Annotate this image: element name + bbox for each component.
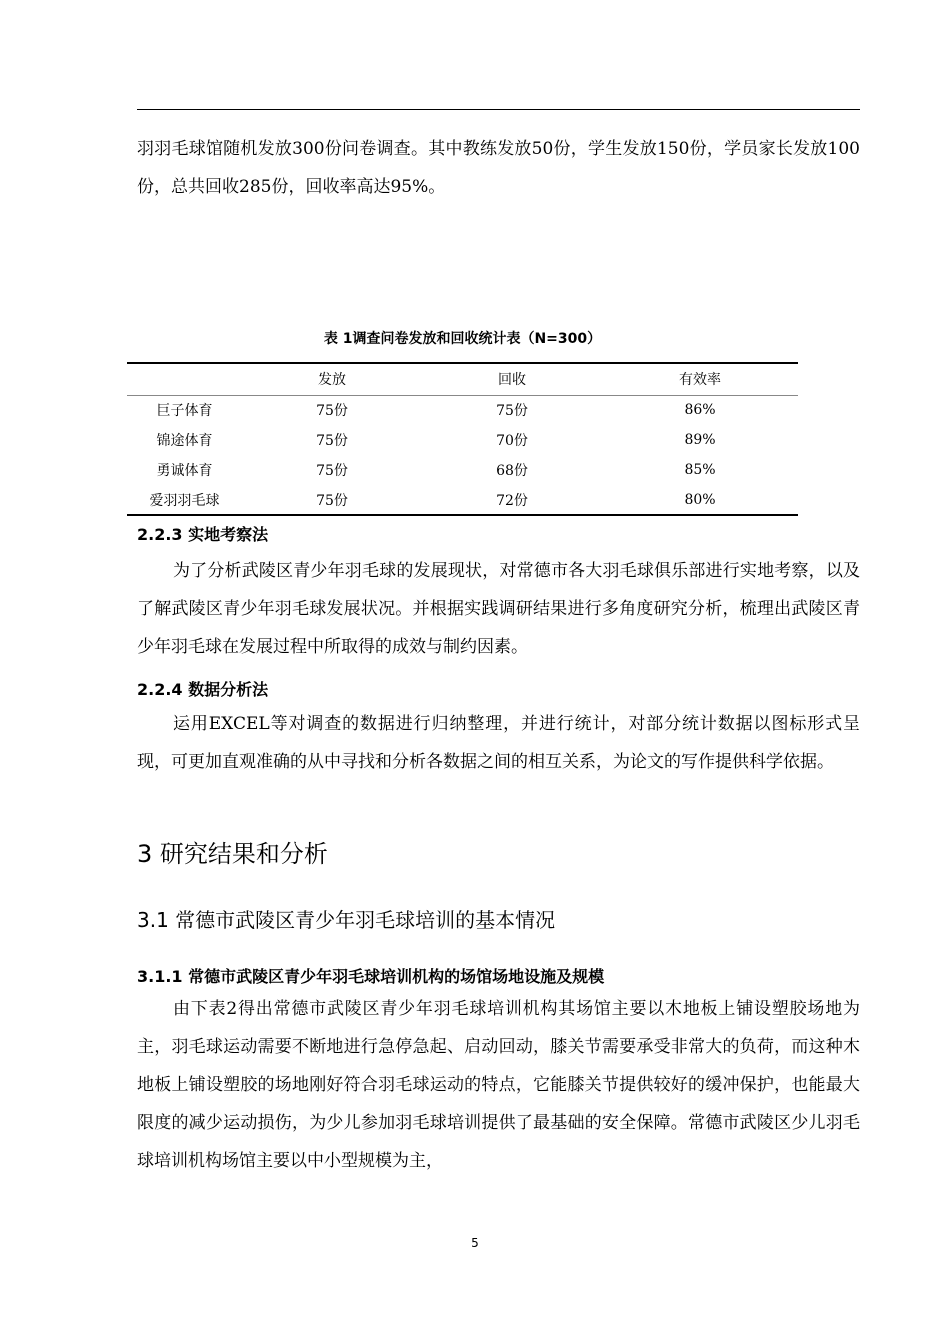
table-header-cell: [127, 363, 242, 395]
table-cell: 89%: [684, 432, 716, 448]
header-rule: [137, 109, 860, 110]
heading-3: 3 研究结果和分析: [137, 840, 328, 868]
table-cell: 勇诚体育: [156, 463, 213, 479]
table-caption: 表 1调查问卷发放和回收统计表（N=300）: [323, 331, 602, 347]
page-number: 5: [471, 1236, 479, 1250]
table-cell: 72份: [496, 492, 528, 509]
intro-paragraph: 羽羽毛球馆随机发放300份问卷调查。其中教练发放50份，学生发放150份，学员家长发放100份，总共回收285份，回收率高达95%。: [137, 139, 860, 197]
table-cell: 75份: [496, 403, 528, 420]
table-cell: 75份: [316, 492, 348, 509]
table-row: [127, 395, 798, 425]
table-row: [127, 425, 798, 455]
paragraph-2-2-3: 为了分析武陵区青少年羽毛球的发展现状，对常德市各大羽毛球俱乐部进行实地考察，以及了解武陵区青少年羽毛球发展状况。并根据实践调研结果进行多角度研究分析，梳理出武陵区青少年羽毛球在发展过程中所取得的成效与制约因素。: [137, 561, 860, 657]
table-cell: 75份: [316, 403, 348, 420]
table-cell: 68份: [496, 463, 528, 479]
table-cell: 75份: [316, 433, 348, 449]
table-header-cell: 有效率: [679, 372, 721, 389]
table-cell: 爱羽羽毛球: [149, 492, 220, 509]
heading-2-2-3: 2.2.3 实地考察法: [137, 525, 269, 544]
table-cell: 85%: [684, 462, 716, 478]
heading-3-1-1: 3.1.1 常德市武陵区青少年羽毛球培训机构的场馆场地设施及规模: [137, 967, 605, 986]
table-cell: 86%: [684, 402, 716, 419]
table-header-cell: 发放: [318, 372, 346, 389]
paragraph-2-2-4: 运用EXCEL等对调查的数据进行归纳整理，并进行统计，对部分统计数据以图标形式呈现，可更加直观准确的从中寻找和分析各数据之间的相互关系，为论文的写作提供科学依据。: [137, 714, 860, 772]
table-header-cell: 回收: [498, 372, 526, 389]
table-cell: 70份: [496, 433, 528, 449]
table-row: [127, 485, 798, 515]
heading-2-2-4: 2.2.4 数据分析法: [137, 680, 269, 699]
table-header-row: [127, 363, 798, 395]
table-cell: 锦途体育: [156, 433, 213, 449]
heading-3-1: 3.1 常德市武陵区青少年羽毛球培训的基本情况: [137, 908, 556, 932]
table-row: [127, 455, 798, 485]
table-cell: 80%: [684, 491, 716, 508]
survey-table: [127, 362, 798, 516]
table-cell: 75份: [316, 463, 348, 479]
paragraph-3-1-1: 由下表2得出常德市武陵区青少年羽毛球培训机构其场馆主要以木地板上铺设塑胶场地为主，羽毛球运动需要不断地进行急停急起、启动回动，膝关节需要承受非常大的负荷，而这种木地板上铺设塑胶的场地刚好符合羽毛球运动的特点，它能膝关节提供较好的缓冲保护，也能最大限度的减少运动损伤，为少儿参加羽毛球培训提供了最基础的安全保障。常德市武陵区少儿羽毛球培训机构场馆主要以中小型规模为主，: [137, 999, 860, 1171]
table-cell: 巨子体育: [156, 403, 213, 420]
